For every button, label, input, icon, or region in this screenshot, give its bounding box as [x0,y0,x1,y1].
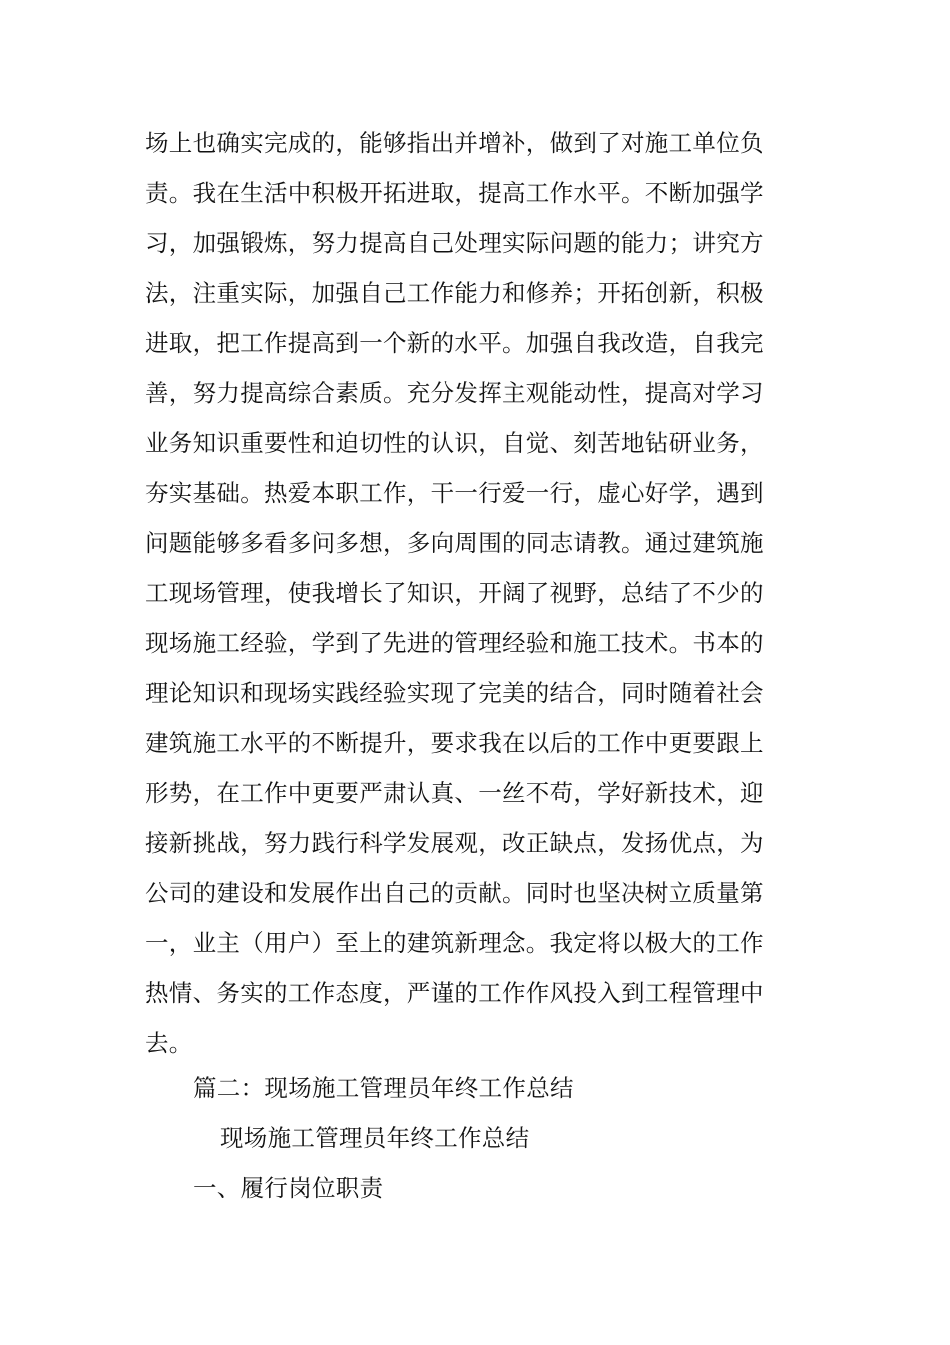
paragraph-line: 接新挑战，努力践行科学发展观，改正缺点，发扬优点，为 [145,829,764,857]
paragraph-line: 责。我在生活中积极开拓进取，提高工作水平。不断加强学 [145,179,764,207]
paragraph-line: 现场施工经验，学到了先进的管理经验和施工技术。书本的 [145,629,764,657]
paragraph-line: 公司的建设和发展作出自己的贡献。同时也坚决树立质量第 [145,879,764,907]
paragraph-line: 热情、务实的工作态度，严谨的工作作风投入到工程管理中 [145,979,764,1007]
body-paragraph [145,118,764,1068]
paragraph-line: 形势，在工作中更要严肃认真、一丝不苟，学好新技术，迎 [145,779,764,807]
paragraph-line: 夯实基础。热爱本职工作，干一行爱一行，虚心好学，遇到 [145,479,764,507]
paragraph-line: 习，加强锻炼，努力提高自己处理实际问题的能力；讲究方 [145,229,764,257]
paragraph-line: 一，业主（用户）至上的建筑新理念。我定将以极大的工作 [145,929,764,957]
paragraph-line: 场上也确实完成的，能够指出并增补，做到了对施工单位负 [145,129,764,157]
paragraph-line: 进取，把工作提高到一个新的水平。加强自我改造，自我完 [145,329,764,357]
paragraph-line: 工现场管理，使我增长了知识，开阔了视野，总结了不少的 [145,579,764,607]
paragraph-line: 法，注重实际，加强自己工作能力和修养；开拓创新，积极 [145,279,764,307]
paragraph-line: 问题能够多看多问多想，多向周围的同志请教。通过建筑施 [145,529,764,557]
part-heading: 篇二：现场施工管理员年终工作总结 [193,1074,574,1102]
paragraph-line: 善，努力提高综合素质。充分发挥主观能动性，提高对学习 [145,379,764,407]
paragraph-line: 去。 [145,1029,193,1057]
section-heading: 一、履行岗位职责 [193,1174,384,1202]
paragraph-line: 业务知识重要性和迫切性的认识，自觉、刻苦地钻研业务， [145,429,764,457]
paragraph-line: 理论知识和现场实践经验实现了完美的结合，同时随着社会 [145,679,764,707]
paragraph-line: 建筑施工水平的不断提升，要求我在以后的工作中更要跟上 [145,729,764,757]
document-title: 现场施工管理员年终工作总结 [220,1124,530,1152]
